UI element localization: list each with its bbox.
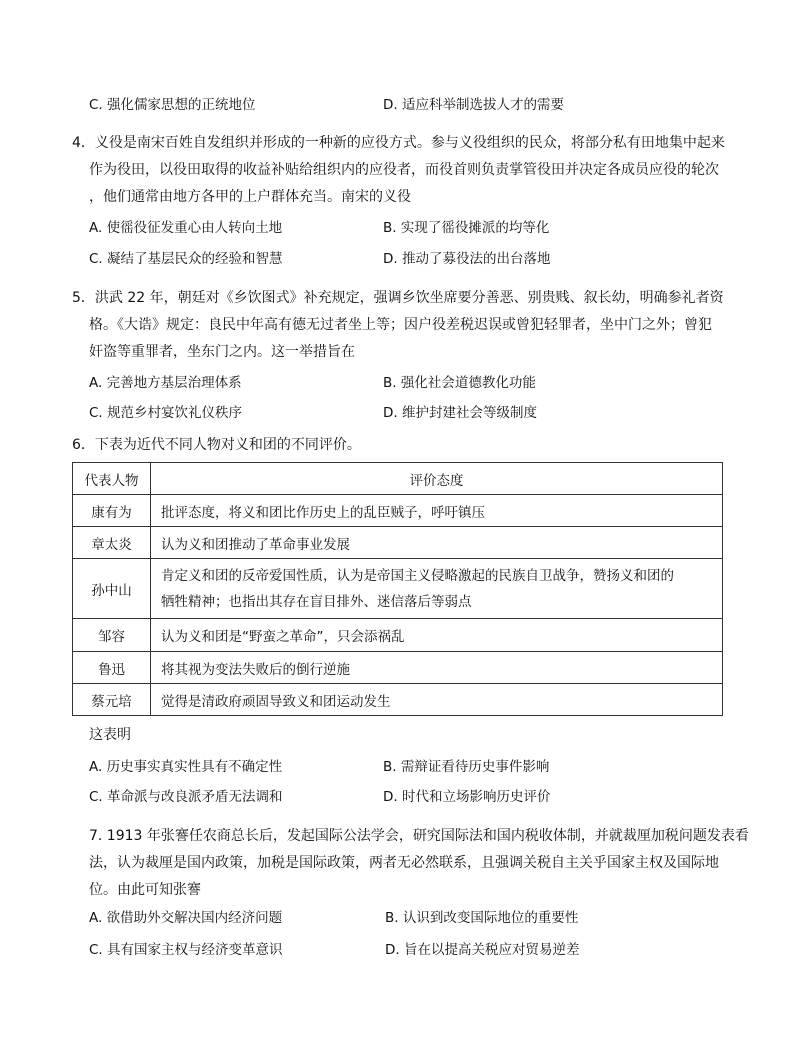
table-header-person: 代表人物: [73, 463, 151, 495]
table-cell-person: 邹容: [73, 619, 151, 652]
table-cell-attitude-line-2: 牺牲精神；也指出其存在盲目排外、迷信落后等弱点: [161, 593, 472, 610]
table-header-attitude: 评价态度: [151, 463, 723, 495]
q7-option-b: B. 认识到改变国际地位的重要性: [385, 910, 579, 926]
table-cell-attitude: 觉得是清政府顽固导致义和团运动发生: [151, 684, 723, 716]
table-cell-person: 章太炎: [73, 527, 151, 559]
q4-option-b: B. 实现了徭役摊派的均等化: [383, 220, 550, 236]
q7-stem-line-2: 法，认为裁厘是国内政策，加税是国际政策，两者无必然联系，且强调关税自主关乎国家主权及国际地: [89, 855, 719, 871]
q5-option-a: A. 完善地方基层治理体系: [89, 375, 242, 391]
q5-stem-line-3: 奸盗等重罪者，坐东门之内。这一举措旨在: [89, 344, 355, 360]
q7-option-c: C. 具有国家主权与经济变革意识: [89, 942, 283, 958]
q7-stem-line-3: 位。由此可知张謇: [89, 882, 201, 898]
q3-option-d: D. 适应科举制选拔人才的需要: [383, 97, 564, 113]
table-row: [73, 559, 723, 619]
q7-stem-line-1: 7. 1913 年张謇任农商总长后，发起国际公法学会，研究国际法和国内税收体制，并就裁厘加税问题发表看: [89, 828, 749, 844]
table-row: [73, 652, 723, 684]
table-cell-attitude: [151, 559, 723, 619]
table-cell-person: 蔡元培: [73, 684, 151, 716]
table-row: [73, 495, 723, 527]
q3-option-c: C. 强化儒家思想的正统地位: [89, 97, 256, 113]
table-cell-attitude: 认为义和团是“野蛮之革命”，只会添祸乱: [151, 619, 723, 652]
q6-option-b: B. 需辩证看待历史事件影响: [383, 759, 550, 775]
table-cell-attitude: 认为义和团推动了革命事业发展: [151, 527, 723, 559]
q4-stem-line-3: ，他们通常由地方各甲的上户群体充当。南宋的义役: [89, 189, 411, 205]
table-cell-attitude-line-1: 肯定义和团的反帝爱国性质，认为是帝国主义侵略激起的民族自卫战争，赞扬义和团的: [161, 567, 674, 584]
q4-stem-line-1: 4．义役是南宋百姓自发组织并形成的一种新的应役方式。参与义役组织的民众，将部分私有田地集中起来: [72, 135, 725, 151]
table-cell-person: 鲁迅: [73, 652, 151, 684]
table-cell-person: 康有为: [73, 495, 151, 527]
q5-option-d: D. 维护封建社会等级制度: [383, 405, 537, 421]
q6-option-d: D. 时代和立场影响历史评价: [383, 789, 551, 805]
q5-option-b: B. 强化社会道德教化功能: [383, 375, 536, 391]
q7-option-d: D. 旨在以提高关税应对贸易逆差: [385, 942, 580, 958]
q4-option-a: A. 使徭役征发重心由人转向土地: [89, 220, 283, 236]
table-row: [73, 527, 723, 559]
table-header-row: [73, 463, 723, 495]
q5-stem-line-1: 5．洪武 22 年，朝廷对《乡饮图式》补充规定，强调乡饮坐席要分善恶、别贵贱、叙长幼，明确参礼者资: [72, 290, 724, 306]
q4-stem-line-2: 作为役田，以役田取得的收益补贴给组织内的应役者，而役首则负责掌管役田并决定各成员应役的轮次: [89, 162, 719, 178]
table-row: [73, 619, 723, 652]
table-row: [73, 684, 723, 716]
q5-option-c: C. 规范乡村宴饮礼仪秩序: [89, 405, 243, 421]
q6-stem: 6．下表为近代不同人物对义和团的不同评价。: [72, 437, 361, 453]
q5-stem-line-2: 格。《大诰》规定：良民中年高有德无过者坐上等；因户役差税迟误或曾犯轻罪者，坐中门之外；曾犯: [89, 317, 712, 333]
q4-option-c: C. 凝结了基层民众的经验和智慧: [89, 251, 283, 267]
table-cell-attitude: 将其视为变法失败后的倒行逆施: [151, 652, 723, 684]
q7-option-a: A. 欲借助外交解决国内经济问题: [89, 910, 283, 926]
q6-option-c: C. 革命派与改良派矛盾无法调和: [89, 789, 283, 805]
q6-conclusion-prompt: 这表明: [89, 727, 131, 743]
q6-option-a: A. 历史事实真实性具有不确定性: [89, 759, 283, 775]
table-cell-person: 孙中山: [73, 559, 151, 619]
evaluation-table: [72, 462, 723, 716]
table-cell-attitude: 批评态度，将义和团比作历史上的乱臣贼子，呼吁镇压: [151, 495, 723, 527]
q4-option-d: D. 推动了募役法的出台落地: [383, 251, 551, 267]
